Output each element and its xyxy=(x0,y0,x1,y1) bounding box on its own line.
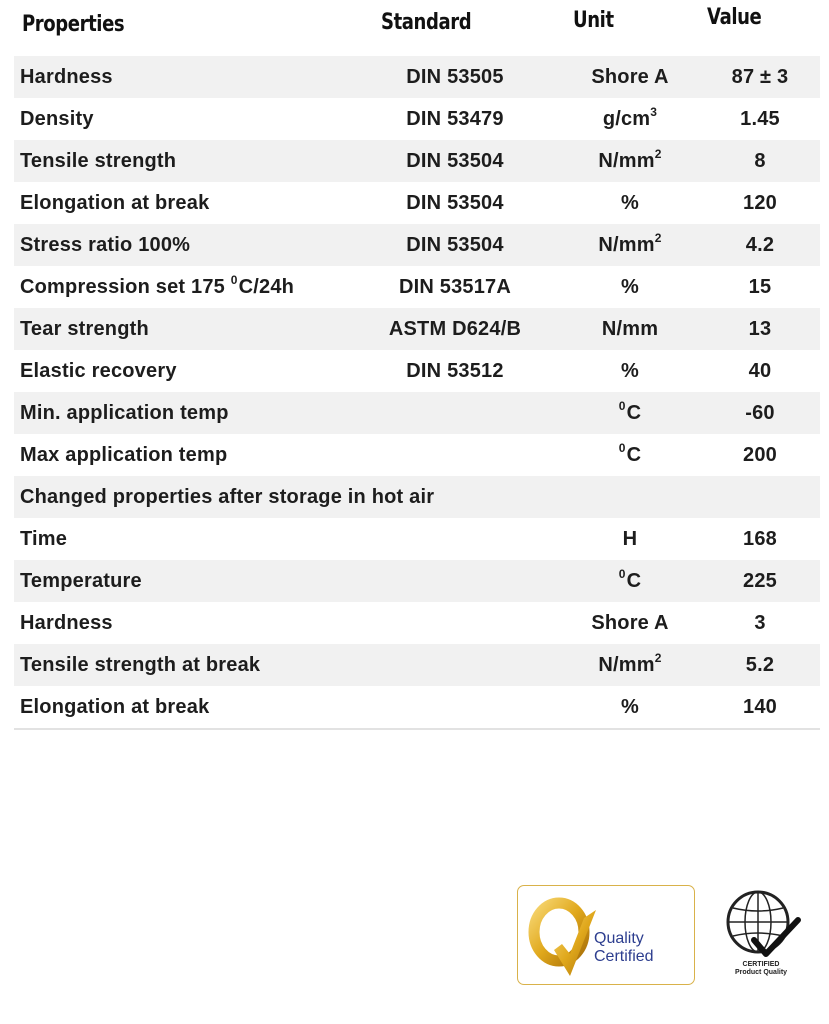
property-cell-text: Changed properties after storage in hot air xyxy=(20,485,435,508)
standard-cell xyxy=(350,140,560,182)
property-cell xyxy=(14,476,820,518)
property-cell-text: Temperature xyxy=(20,569,142,592)
value-cell-text: 4.2 xyxy=(745,233,775,256)
value-cell xyxy=(700,140,820,182)
table-row xyxy=(14,518,820,560)
value-cell xyxy=(700,56,820,98)
value-cell-text: 168 xyxy=(743,527,777,550)
unit-cell-text: $^0$C xyxy=(618,440,642,466)
table-row xyxy=(14,182,820,224)
properties-table xyxy=(14,56,820,730)
property-cell-text: Elongation at break xyxy=(20,695,210,718)
value-cell xyxy=(700,434,820,476)
standard-cell xyxy=(350,518,560,560)
unit-cell-text: H xyxy=(622,527,638,550)
property-cell xyxy=(14,56,350,98)
property-cell-text: Density xyxy=(20,107,94,130)
unit-cell xyxy=(560,560,700,602)
value-cell xyxy=(700,308,820,350)
standard-cell xyxy=(350,434,560,476)
table-row xyxy=(14,308,820,350)
standard-cell xyxy=(350,182,560,224)
property-cell-text: Hardness xyxy=(20,611,113,634)
property-cell-text: Tear strength xyxy=(20,317,149,340)
table-row xyxy=(14,560,820,602)
unit-exponent: 2 xyxy=(654,230,662,245)
property-cell xyxy=(14,560,350,602)
header-value: Value xyxy=(707,5,762,30)
unit-cell xyxy=(560,56,700,98)
table-row xyxy=(14,476,820,518)
standard-cell-text: DIN 53479 xyxy=(406,107,504,130)
standard-cell-text: DIN 53512 xyxy=(406,359,504,382)
standard-cell xyxy=(350,560,560,602)
value-cell-text: 13 xyxy=(748,317,772,340)
value-cell xyxy=(700,182,820,224)
property-cell xyxy=(14,518,350,560)
standard-cell-text: ASTM D624/B xyxy=(388,317,522,340)
quality-logo-line1: Quality xyxy=(594,930,644,947)
value-cell-text: 225 xyxy=(743,569,777,592)
unit-cell-text: Shore A xyxy=(591,65,669,88)
certified-logo-line2: Product Quality xyxy=(734,969,788,976)
unit-cell-text: % xyxy=(621,695,639,718)
properties-table-body xyxy=(14,56,820,729)
header-standard: Standard xyxy=(381,10,472,35)
value-cell-text: 87 ± 3 xyxy=(731,65,789,88)
unit-cell-text: g/cm xyxy=(602,107,651,130)
unit-cell-text: % xyxy=(621,359,639,382)
property-cell-text: Tensile strength at break xyxy=(20,653,261,676)
unit-cell xyxy=(560,602,700,644)
value-cell xyxy=(700,266,820,308)
value-cell xyxy=(700,518,820,560)
standard-cell xyxy=(350,644,560,686)
value-cell xyxy=(700,224,820,266)
unit-cell xyxy=(560,308,700,350)
unit-exponent: 2 xyxy=(654,650,662,665)
table-row xyxy=(14,350,820,392)
value-cell xyxy=(700,560,820,602)
value-cell xyxy=(700,644,820,686)
quality-certified-logo xyxy=(517,885,695,985)
property-cell-text: Max application temp xyxy=(20,443,228,466)
property-cell-text: Time xyxy=(20,527,68,550)
value-cell-text: 200 xyxy=(743,443,777,466)
standard-cell-text: DIN 53504 xyxy=(406,233,504,256)
property-cell-text: Min. application temp xyxy=(20,401,229,424)
table-row xyxy=(14,392,820,434)
value-cell-text: 15 xyxy=(748,275,772,298)
unit-cell-text: N/mm xyxy=(598,233,655,256)
value-cell-text: 8 xyxy=(754,149,766,172)
property-cell xyxy=(14,350,350,392)
property-cell xyxy=(14,224,350,266)
property-cell xyxy=(14,644,350,686)
property-cell xyxy=(14,602,350,644)
table-row xyxy=(14,266,820,308)
property-cell xyxy=(14,266,350,308)
property-cell-text: Tensile strength xyxy=(20,149,177,172)
table-row xyxy=(14,686,820,729)
value-cell xyxy=(700,686,820,729)
value-cell-text: 140 xyxy=(743,695,777,718)
standard-cell xyxy=(350,686,560,729)
property-cell-text: Elongation at break xyxy=(20,191,210,214)
globe-check-icon xyxy=(718,884,804,960)
property-cell-text: Stress ratio 100% xyxy=(20,233,191,256)
standard-cell xyxy=(350,602,560,644)
value-cell-text: 5.2 xyxy=(745,653,775,676)
table-row xyxy=(14,644,820,686)
value-cell-text: 1.45 xyxy=(740,107,780,130)
unit-cell-text: Shore A xyxy=(591,611,669,634)
unit-exponent: 2 xyxy=(654,146,662,161)
unit-cell-text: % xyxy=(621,275,639,298)
table-row xyxy=(14,224,820,266)
value-cell-text: -60 xyxy=(745,401,775,424)
certified-logo-line1: CERTIFIED xyxy=(742,961,780,968)
unit-cell-text: % xyxy=(621,191,639,214)
table-row xyxy=(14,602,820,644)
quality-logo-line2: Certified xyxy=(594,948,654,965)
unit-cell xyxy=(560,140,700,182)
value-cell xyxy=(700,98,820,140)
quality-q-check-icon xyxy=(526,892,596,980)
unit-cell-text: $^0$C xyxy=(618,398,642,424)
table-row xyxy=(14,434,820,476)
unit-cell xyxy=(560,182,700,224)
unit-cell xyxy=(560,644,700,686)
unit-cell xyxy=(560,266,700,308)
unit-cell-text: $^0$C xyxy=(618,566,642,592)
property-cell-text: Elastic recovery xyxy=(20,359,177,382)
value-cell xyxy=(700,392,820,434)
table-row xyxy=(14,56,820,98)
standard-cell-text: DIN 53504 xyxy=(406,149,504,172)
table-row xyxy=(14,98,820,140)
unit-cell-text: N/mm xyxy=(598,149,655,172)
property-cell xyxy=(14,182,350,224)
value-cell-text: 3 xyxy=(754,611,766,634)
standard-cell xyxy=(350,350,560,392)
standard-cell xyxy=(350,266,560,308)
unit-cell xyxy=(560,98,700,140)
property-cell xyxy=(14,686,350,729)
standard-cell-text: DIN 53505 xyxy=(406,65,504,88)
unit-exponent: 3 xyxy=(650,104,658,119)
property-cell xyxy=(14,434,350,476)
property-cell xyxy=(14,140,350,182)
table-header xyxy=(0,0,829,52)
value-cell-text: 120 xyxy=(743,191,777,214)
property-cell-text: Compression set 175 $^0$C/24h xyxy=(20,272,295,298)
property-cell xyxy=(14,392,350,434)
value-cell-text: 40 xyxy=(748,359,772,382)
header-unit: Unit xyxy=(573,8,614,33)
standard-cell xyxy=(350,392,560,434)
unit-cell xyxy=(560,350,700,392)
unit-cell xyxy=(560,686,700,729)
unit-cell xyxy=(560,392,700,434)
certified-product-quality-logo xyxy=(718,884,804,984)
property-cell-text: Hardness xyxy=(20,65,113,88)
standard-cell xyxy=(350,56,560,98)
table-row xyxy=(14,140,820,182)
standard-cell xyxy=(350,308,560,350)
property-cell xyxy=(14,308,350,350)
value-cell xyxy=(700,602,820,644)
unit-cell-text: N/mm xyxy=(601,317,659,340)
header-properties: Properties xyxy=(22,12,125,37)
standard-cell xyxy=(350,224,560,266)
standard-cell-text: DIN 53504 xyxy=(406,191,504,214)
standard-cell xyxy=(350,98,560,140)
unit-cell-text: N/mm xyxy=(598,653,655,676)
standard-cell-text: DIN 53517A xyxy=(398,275,512,298)
property-cell xyxy=(14,98,350,140)
unit-cell xyxy=(560,224,700,266)
unit-cell xyxy=(560,434,700,476)
unit-cell xyxy=(560,518,700,560)
value-cell xyxy=(700,350,820,392)
